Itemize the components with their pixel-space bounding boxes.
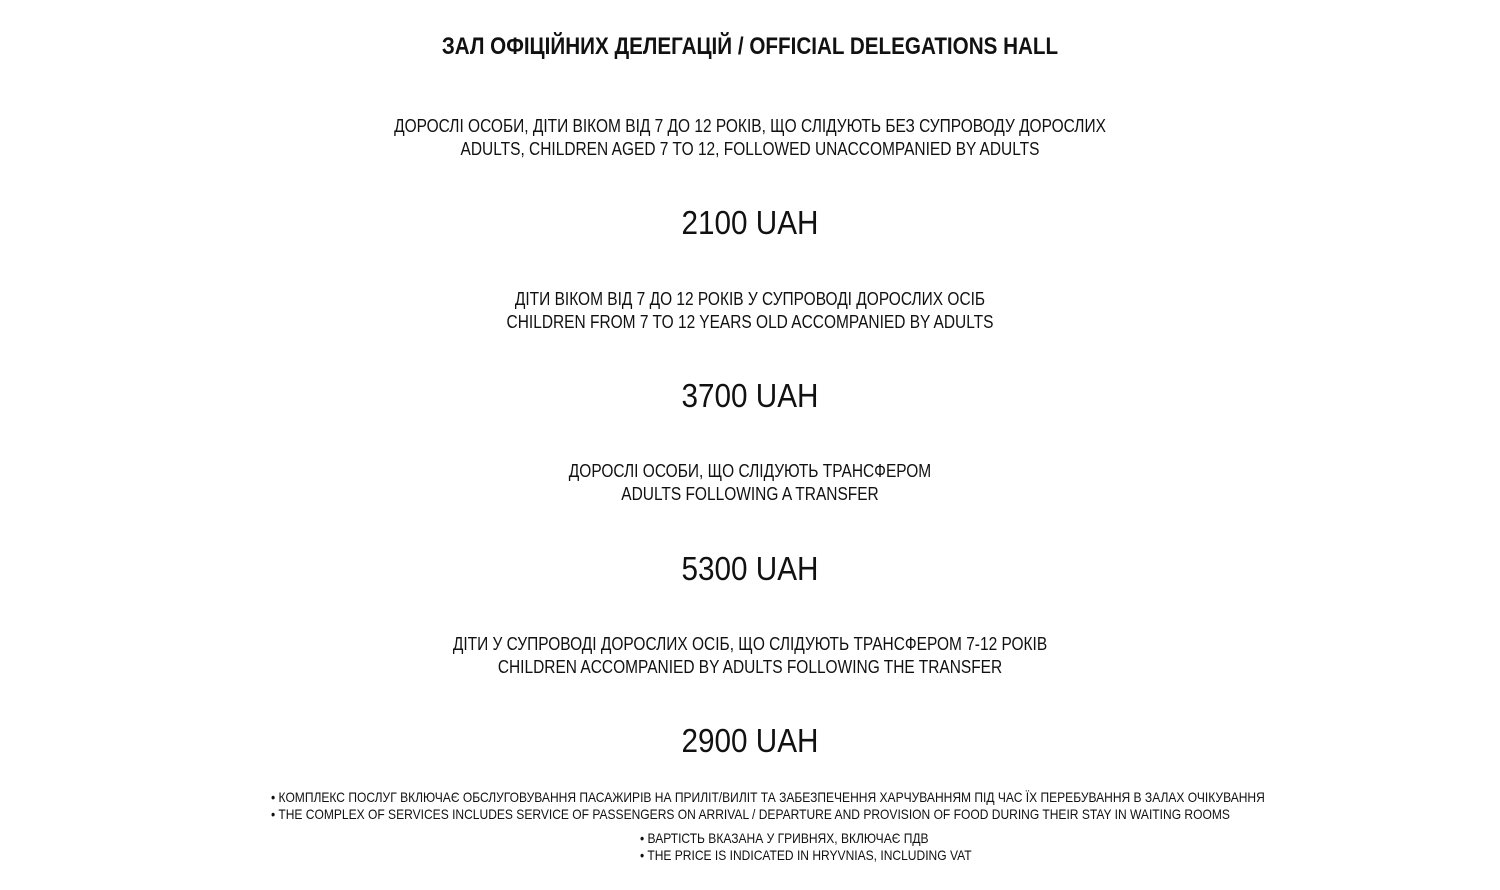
category-adults-unaccompanied <box>105 115 1395 161</box>
category-children-transfer <box>105 633 1395 679</box>
page-title: ЗАЛ ОФІЦІЙНИХ ДЕЛЕГАЦІЙ / OFFICIAL DELEGATIONS HALL <box>441 33 1059 60</box>
price-note-uk: • ВАРТІСТЬ ВКАЗАНА У ГРИВНЯХ, ВКЛЮЧАЄ ПДВ <box>640 830 929 846</box>
category-label-uk: ДІТИ ВІКОМ ВІД 7 ДО 12 РОКІВ У СУПРОВОДІ ДОРОСЛИХ ОСІБ <box>514 289 986 309</box>
price-note-en: • THE PRICE IS INDICATED IN HRYVNIAS, INCLUDING VAT <box>640 847 972 863</box>
price-adults-transfer: 5300 UAH <box>681 550 819 587</box>
price-adults-unaccompanied: 2100 UAH <box>681 204 819 241</box>
price-children-accompanied: 3700 UAH <box>681 377 819 414</box>
price-children-transfer: 2900 UAH <box>681 722 819 759</box>
category-label-en: CHILDREN ACCOMPANIED BY ADULTS FOLLOWING THE TRANSFER <box>497 657 1003 677</box>
category-label-en: ADULTS FOLLOWING A TRANSFER <box>621 484 879 504</box>
category-label-en: ADULTS, CHILDREN AGED 7 TO 12, FOLLOWED UNACCOMPANIED BY ADULTS <box>460 139 1040 159</box>
category-children-accompanied <box>105 288 1395 334</box>
category-label-en: CHILDREN FROM 7 TO 12 YEARS OLD ACCOMPANIED BY ADULTS <box>506 312 994 332</box>
services-note <box>271 789 1265 823</box>
category-adults-transfer <box>105 460 1395 506</box>
category-label-uk: ДОРОСЛІ ОСОБИ, ДІТИ ВІКОМ ВІД 7 ДО 12 РОКІВ, ЩО СЛІДУЮТЬ БЕЗ СУПРОВОДУ ДОРОСЛИХ <box>394 116 1106 136</box>
category-label-uk: ДІТИ У СУПРОВОДІ ДОРОСЛИХ ОСІБ, ЩО СЛІДУЮТЬ ТРАНСФЕРОМ 7-12 РОКІВ <box>452 634 1048 654</box>
services-note-uk: • КОМПЛЕКС ПОСЛУГ ВКЛЮЧАЄ ОБСЛУГОВУВАННЯ ПАСАЖИРІВ НА ПРИЛІТ/ВИЛІТ ТА ЗАБЕЗПЕЧЕННЯ ХАРЧУВАННЯМ ПІД ЧАС ЇХ ПЕРЕБУВАННЯ В ЗАЛАХ ОЧІКУВАННЯ <box>271 789 1265 805</box>
services-note-en: • THE COMPLEX OF SERVICES INCLUDES SERVICE OF PASSENGERS ON ARRIVAL / DEPARTURE AND PROVISION OF FOOD DURING THEIR STAY IN WAITING ROOMS <box>271 806 1230 822</box>
category-label-uk: ДОРОСЛІ ОСОБИ, ЩО СЛІДУЮТЬ ТРАНСФЕРОМ <box>568 461 932 481</box>
price-note <box>640 830 972 864</box>
